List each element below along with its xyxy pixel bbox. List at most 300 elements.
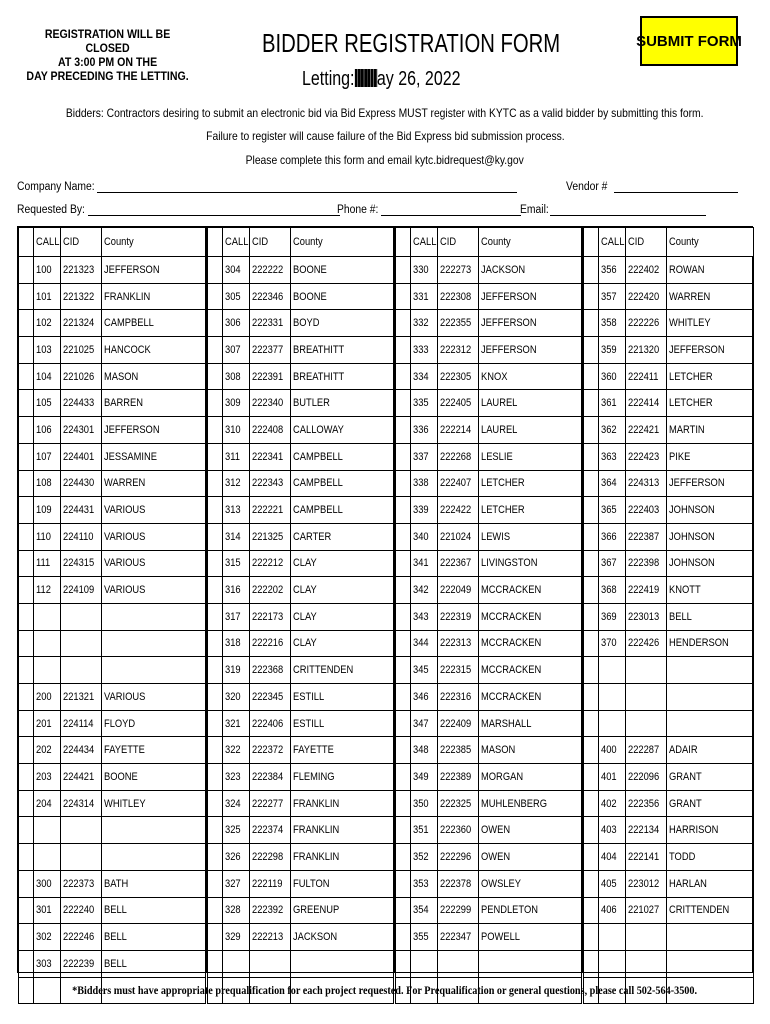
cid-value: 222411: [628, 370, 659, 383]
project-checkbox[interactable]: [19, 630, 34, 657]
cid-cell: [626, 710, 667, 737]
project-checkbox[interactable]: [208, 550, 223, 577]
table-row: [208, 870, 394, 897]
project-checkbox[interactable]: [396, 470, 411, 497]
county-value: TODD: [669, 850, 696, 863]
project-checkbox[interactable]: [19, 417, 34, 444]
project-checkbox[interactable]: [208, 684, 223, 711]
table-row: [584, 390, 754, 417]
table-row: [208, 603, 394, 630]
county-value: JACKSON: [293, 931, 338, 944]
table-row: [584, 523, 754, 550]
cid-value: 222212: [252, 557, 284, 570]
cid-value: 222202: [252, 584, 284, 597]
project-checkbox[interactable]: [19, 470, 34, 497]
project-checkbox[interactable]: [19, 844, 34, 871]
county-cell: [667, 470, 754, 497]
county-cell: [291, 897, 394, 924]
project-checkbox[interactable]: [19, 390, 34, 417]
cid-cell: [438, 950, 479, 977]
project-checkbox[interactable]: [208, 497, 223, 524]
county-value: FLOYD: [104, 717, 136, 730]
county-value: FRANKLIN: [293, 850, 340, 863]
county-cell: [102, 337, 206, 364]
project-checkbox[interactable]: [584, 283, 599, 310]
company-name-input[interactable]: [97, 180, 517, 192]
project-checkbox[interactable]: [19, 737, 34, 764]
county-cell: [102, 603, 206, 630]
project-checkbox[interactable]: [208, 870, 223, 897]
column-header-text: CALL: [413, 236, 437, 248]
cid-cell: [626, 310, 667, 337]
project-checkbox[interactable]: [19, 550, 34, 577]
project-checkbox[interactable]: [208, 737, 223, 764]
call-cell: [223, 550, 250, 577]
county-value: CAMPBELL: [293, 450, 343, 463]
project-checkbox[interactable]: [584, 684, 599, 711]
project-checkbox[interactable]: [208, 577, 223, 604]
project-checkbox[interactable]: [396, 844, 411, 871]
cid-cell: [61, 283, 102, 310]
submit-form-button[interactable]: SUBMIT FORM: [640, 16, 738, 66]
project-checkbox[interactable]: [19, 577, 34, 604]
project-checkbox[interactable]: [396, 283, 411, 310]
cid-value: 224401: [63, 450, 95, 463]
project-checkbox[interactable]: [584, 417, 599, 444]
call-cell: [223, 817, 250, 844]
county-value: FLEMING: [293, 770, 335, 783]
cid-cell: [250, 603, 291, 630]
project-checkbox[interactable]: [584, 443, 599, 470]
cid-cell: [61, 577, 102, 604]
county-cell: [667, 443, 754, 470]
project-checkbox[interactable]: [19, 950, 34, 977]
project-checkbox[interactable]: [396, 257, 411, 284]
cid-value: 224315: [63, 557, 95, 570]
county-value: VARIOUS: [104, 504, 146, 517]
cid-cell: [438, 657, 479, 684]
project-checkbox[interactable]: [396, 337, 411, 364]
call-cell: [599, 497, 626, 524]
table-row: [19, 710, 206, 737]
project-checkbox[interactable]: [19, 363, 34, 390]
call-cell: [34, 764, 61, 791]
project-checkbox[interactable]: [19, 924, 34, 951]
email-row: [520, 203, 706, 216]
project-checkbox[interactable]: [584, 844, 599, 871]
project-checkbox[interactable]: [19, 710, 34, 737]
project-checkbox[interactable]: [584, 550, 599, 577]
cid-value: 222331: [252, 317, 284, 330]
project-checkbox[interactable]: [396, 577, 411, 604]
call-cell: [599, 283, 626, 310]
project-checkbox[interactable]: [584, 710, 599, 737]
call-cell: [411, 390, 438, 417]
project-checkbox[interactable]: [19, 523, 34, 550]
project-checkbox[interactable]: [208, 950, 223, 977]
project-checkbox[interactable]: [208, 417, 223, 444]
table-row: [396, 577, 582, 604]
county-cell: [479, 630, 582, 657]
project-checkbox[interactable]: [396, 764, 411, 791]
table-row: [584, 950, 754, 977]
county-value: GREENUP: [293, 904, 340, 917]
county-cell: [479, 363, 582, 390]
project-checkbox[interactable]: [396, 790, 411, 817]
table-row: [208, 710, 394, 737]
cid-value: 222119: [252, 877, 283, 890]
call-value: 403: [601, 824, 617, 837]
call-cell: [223, 603, 250, 630]
project-checkbox[interactable]: [208, 390, 223, 417]
cid-cell: [438, 443, 479, 470]
call-value: 321: [225, 717, 241, 730]
project-checkbox[interactable]: [19, 337, 34, 364]
table-row: [396, 950, 582, 977]
project-checkbox[interactable]: [19, 443, 34, 470]
cid-cell: [250, 390, 291, 417]
project-checkbox[interactable]: [396, 417, 411, 444]
call-cell: [34, 684, 61, 711]
table-row: [584, 283, 754, 310]
project-checkbox[interactable]: [396, 950, 411, 977]
table-row: [19, 523, 206, 550]
table-row: [19, 550, 206, 577]
call-cell: [411, 764, 438, 791]
county-cell: [479, 737, 582, 764]
project-checkbox[interactable]: [19, 817, 34, 844]
project-checkbox[interactable]: [396, 924, 411, 951]
project-checkbox[interactable]: [19, 764, 34, 791]
table-row: [208, 657, 394, 684]
county-cell: [479, 897, 582, 924]
project-checkbox[interactable]: [584, 737, 599, 764]
cid-value: 222049: [440, 584, 472, 597]
county-value: FRANKLIN: [104, 290, 151, 303]
call-cell: [599, 337, 626, 364]
cid-value: 222096: [628, 770, 660, 783]
county-cell: [667, 363, 754, 390]
project-checkbox[interactable]: [208, 764, 223, 791]
project-checkbox[interactable]: [19, 283, 34, 310]
cid-cell: [61, 470, 102, 497]
table-row: [19, 657, 206, 684]
call-cell: [599, 657, 626, 684]
county-value: FULTON: [293, 877, 330, 890]
project-checkbox[interactable]: [396, 710, 411, 737]
project-checkbox[interactable]: [584, 870, 599, 897]
cid-value: 224110: [63, 530, 94, 543]
call-value: 322: [225, 744, 241, 757]
county-cell: [102, 657, 206, 684]
call-cell: [223, 710, 250, 737]
table-row: [208, 283, 394, 310]
cid-cell: [626, 523, 667, 550]
project-checkbox[interactable]: [19, 657, 34, 684]
county-cell: [667, 603, 754, 630]
company-name-row: [17, 180, 517, 193]
project-checkbox[interactable]: [208, 470, 223, 497]
county-value: JEFFERSON: [669, 477, 725, 490]
call-cell: [411, 470, 438, 497]
cid-value: 221025: [63, 343, 95, 356]
project-checkbox[interactable]: [208, 257, 223, 284]
project-checkbox[interactable]: [584, 950, 599, 977]
table-row: [584, 897, 754, 924]
call-cell: [599, 470, 626, 497]
call-value: 367: [601, 557, 617, 570]
county-cell: [102, 870, 206, 897]
project-checkbox[interactable]: [396, 737, 411, 764]
call-value: 101: [36, 290, 52, 303]
cid-cell: [626, 657, 667, 684]
table-row: [584, 497, 754, 524]
cid-cell: [61, 257, 102, 284]
cid-value: 222407: [440, 477, 472, 490]
project-checkbox[interactable]: [584, 603, 599, 630]
project-checkbox[interactable]: [396, 657, 411, 684]
project-checkbox[interactable]: [396, 630, 411, 657]
project-checkbox[interactable]: [396, 817, 411, 844]
project-checkbox[interactable]: [208, 817, 223, 844]
project-checkbox[interactable]: [208, 363, 223, 390]
project-checkbox[interactable]: [396, 390, 411, 417]
call-cell: [223, 497, 250, 524]
county-cell: [291, 283, 394, 310]
project-checkbox[interactable]: [208, 630, 223, 657]
cid-cell: [250, 497, 291, 524]
table-row: [396, 764, 582, 791]
table-row: [208, 790, 394, 817]
column-header-cid: [250, 228, 291, 257]
project-checkbox[interactable]: [19, 897, 34, 924]
project-checkbox[interactable]: [396, 870, 411, 897]
project-checkbox[interactable]: [584, 817, 599, 844]
call-value: 313: [225, 504, 241, 517]
call-value: 343: [413, 610, 429, 623]
county-cell: [102, 630, 206, 657]
project-checkbox[interactable]: [208, 844, 223, 871]
table-row: [19, 630, 206, 657]
table-row: [19, 790, 206, 817]
county-cell: [291, 924, 394, 951]
project-checkbox[interactable]: [584, 337, 599, 364]
project-checkbox[interactable]: [396, 497, 411, 524]
table-row: [208, 684, 394, 711]
call-value: 314: [225, 530, 241, 543]
project-checkbox[interactable]: [584, 924, 599, 951]
county-value: BOYD: [293, 317, 320, 330]
call-cell: [223, 470, 250, 497]
project-checkbox[interactable]: [584, 577, 599, 604]
project-checkbox[interactable]: [208, 657, 223, 684]
county-cell: [667, 764, 754, 791]
county-value: LETCHER: [481, 504, 525, 517]
table-row: [19, 844, 206, 871]
call-value: 108: [36, 477, 52, 490]
project-checkbox[interactable]: [584, 657, 599, 684]
county-value: LETCHER: [481, 477, 525, 490]
column-header-county: [667, 228, 754, 257]
notice-line: AT 3:00 PM ON THE: [57, 57, 158, 69]
instruction-text: Bidders: Contractors desiring to submit an electronic bid via Bid Express MUST register with KYTC as a valid bidder by submitting this form.: [66, 106, 704, 120]
column-header-text: County: [669, 236, 699, 248]
call-cell: [223, 870, 250, 897]
project-checkbox[interactable]: [208, 790, 223, 817]
county-cell: [479, 257, 582, 284]
call-value: 201: [36, 717, 52, 730]
project-checkbox[interactable]: [208, 310, 223, 337]
call-cell: [34, 577, 61, 604]
county-cell: [102, 737, 206, 764]
cid-cell: [250, 764, 291, 791]
call-cell: [34, 844, 61, 871]
cid-cell: [626, 603, 667, 630]
project-checkbox[interactable]: [208, 897, 223, 924]
call-cell: [34, 630, 61, 657]
table-row: [19, 337, 206, 364]
county-value: LAUREL: [481, 423, 518, 436]
call-value: 364: [601, 477, 617, 490]
county-value: ESTILL: [293, 717, 325, 730]
cid-cell: [61, 710, 102, 737]
table-row: [396, 630, 582, 657]
table-row: [19, 417, 206, 444]
project-checkbox[interactable]: [396, 523, 411, 550]
project-checkbox[interactable]: [19, 790, 34, 817]
cid-value: 222385: [440, 744, 472, 757]
project-checkbox[interactable]: [396, 684, 411, 711]
cid-value: 222173: [252, 610, 284, 623]
project-checkbox[interactable]: [208, 710, 223, 737]
cid-value: 222134: [628, 824, 660, 837]
project-checkbox[interactable]: [19, 603, 34, 630]
county-value: ADAIR: [669, 744, 698, 757]
table-row: [584, 630, 754, 657]
project-checkbox[interactable]: [208, 523, 223, 550]
county-value: OWEN: [481, 824, 511, 837]
county-cell: [667, 924, 754, 951]
cid-cell: [61, 630, 102, 657]
county-value: CRITTENDEN: [293, 664, 354, 677]
project-checkbox[interactable]: [19, 870, 34, 897]
project-checkbox[interactable]: [584, 363, 599, 390]
instruction-line: [0, 153, 770, 167]
requested-by-input[interactable]: [88, 203, 340, 215]
cid-value: 221321: [63, 690, 95, 703]
table-row: [584, 924, 754, 951]
project-checkbox[interactable]: [584, 310, 599, 337]
cid-cell: [626, 764, 667, 791]
county-cell: [102, 443, 206, 470]
project-checkbox[interactable]: [584, 470, 599, 497]
county-value: HENDERSON: [669, 637, 729, 650]
table-row: [208, 577, 394, 604]
cid-value: 224114: [63, 717, 94, 730]
cid-value: 222414: [628, 397, 660, 410]
county-cell: [479, 443, 582, 470]
call-cell: [223, 790, 250, 817]
project-checkbox[interactable]: [584, 497, 599, 524]
project-checkbox[interactable]: [584, 523, 599, 550]
project-checkbox[interactable]: [396, 603, 411, 630]
cid-value: 221324: [63, 317, 95, 330]
vendor-label: Vendor #: [566, 181, 608, 193]
project-checkbox[interactable]: [19, 497, 34, 524]
county-value: FRANKLIN: [293, 824, 340, 837]
vendor-input[interactable]: [614, 180, 738, 192]
project-checkbox[interactable]: [208, 443, 223, 470]
project-checkbox[interactable]: [396, 897, 411, 924]
project-checkbox[interactable]: [584, 897, 599, 924]
county-cell: [102, 684, 206, 711]
cid-value: 222246: [63, 931, 95, 944]
email-input[interactable]: [550, 203, 706, 215]
table-row: [208, 363, 394, 390]
project-checkbox[interactable]: [584, 630, 599, 657]
project-checkbox[interactable]: [208, 337, 223, 364]
county-cell: [479, 497, 582, 524]
table-row: [396, 363, 582, 390]
project-checkbox[interactable]: [19, 310, 34, 337]
cid-value: 222240: [63, 904, 95, 917]
cid-value: 222239: [63, 957, 95, 970]
cid-cell: [61, 817, 102, 844]
phone-input[interactable]: [381, 203, 521, 215]
project-checkbox[interactable]: [396, 550, 411, 577]
cid-value: 222368: [252, 664, 284, 677]
table-row: [19, 924, 206, 951]
county-cell: [291, 737, 394, 764]
table-row: [584, 363, 754, 390]
cid-value: 222141: [628, 850, 660, 863]
project-checkbox[interactable]: [208, 924, 223, 951]
project-checkbox[interactable]: [584, 390, 599, 417]
call-value: 370: [601, 637, 617, 650]
cid-cell: [250, 737, 291, 764]
table-row: [584, 764, 754, 791]
project-checkbox[interactable]: [584, 764, 599, 791]
project-checkbox[interactable]: [208, 283, 223, 310]
cid-cell: [61, 443, 102, 470]
county-value: MCCRACKEN: [481, 690, 542, 703]
project-checkbox[interactable]: [396, 310, 411, 337]
county-value: LAUREL: [481, 397, 518, 410]
table-row: [19, 310, 206, 337]
county-cell: [667, 337, 754, 364]
project-checkbox[interactable]: [19, 684, 34, 711]
cid-value: 224430: [63, 477, 95, 490]
project-checkbox[interactable]: [208, 603, 223, 630]
project-checkbox[interactable]: [584, 790, 599, 817]
county-value: BUTLER: [293, 397, 330, 410]
project-checkbox[interactable]: [584, 257, 599, 284]
project-checkbox[interactable]: [19, 257, 34, 284]
county-value: OWEN: [481, 850, 511, 863]
county-cell: [102, 283, 206, 310]
call-cell: [599, 390, 626, 417]
project-checkbox[interactable]: [396, 443, 411, 470]
cid-value: 222360: [440, 824, 472, 837]
call-value: 400: [601, 744, 617, 757]
cid-cell: [626, 924, 667, 951]
call-value: 333: [413, 343, 429, 356]
table-row: [19, 870, 206, 897]
call-value: 106: [36, 423, 52, 436]
project-checkbox[interactable]: [396, 363, 411, 390]
county-value: KNOX: [481, 370, 508, 383]
county-cell: [479, 417, 582, 444]
